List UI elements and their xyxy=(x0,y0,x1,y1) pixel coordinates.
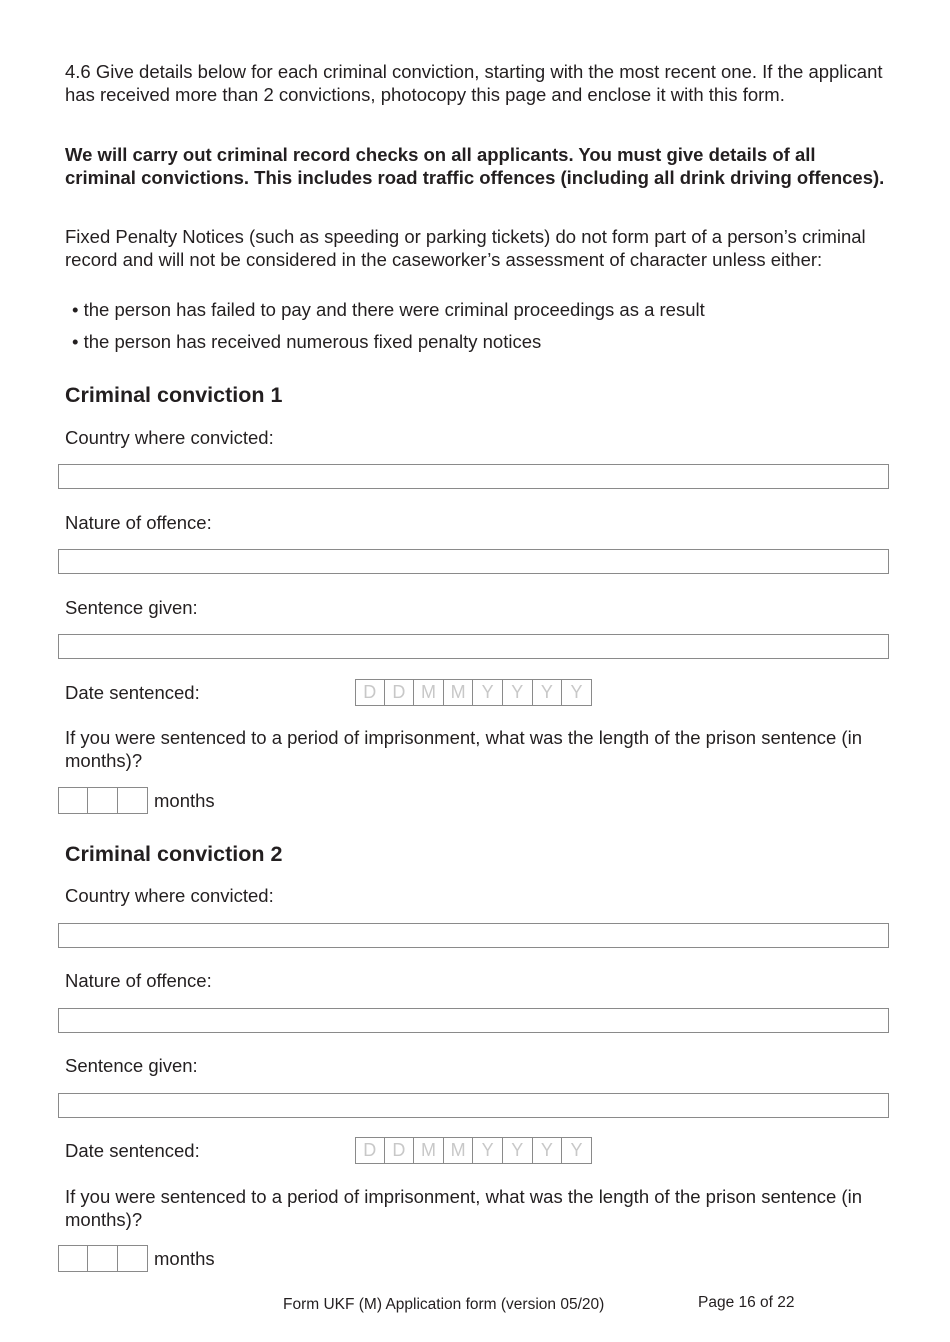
conviction-2-prison-question: If you were sentenced to a period of imprisonment, what was the length of the prison sentence (in months)? xyxy=(65,1186,862,1230)
date-year-cell[interactable]: Y xyxy=(473,1137,503,1164)
date-year-cell[interactable]: Y xyxy=(562,1137,592,1164)
conviction-2-heading: Criminal conviction 2 xyxy=(65,842,283,866)
months-digit-cell[interactable] xyxy=(118,787,148,814)
conviction-2-offence-input[interactable] xyxy=(58,1008,889,1033)
conviction-1-country-input[interactable] xyxy=(58,464,889,489)
conviction-2-country-input[interactable] xyxy=(58,923,889,948)
date-year-cell[interactable]: Y xyxy=(503,1137,533,1164)
date-day-cell[interactable]: D xyxy=(355,1137,385,1164)
conviction-2-date-input[interactable] xyxy=(355,1137,592,1164)
conviction-1-prison-question: If you were sentenced to a period of imprisonment, what was the length of the prison sentence (in months)? xyxy=(65,727,862,771)
footer-form-name: Form UKF (M) Application form (version 05/20) xyxy=(283,1296,605,1313)
criminal-record-notice: We will carry out criminal record checks on all applicants. You must give details of all criminal convictions. This includes road traffic offences (including all drink driving offences). xyxy=(65,144,885,188)
footer-page-number: Page 16 of 22 xyxy=(698,1294,795,1311)
conviction-1-date-label: Date sentenced: xyxy=(65,682,200,703)
conviction-2-sentence-input[interactable] xyxy=(58,1093,889,1118)
conviction-2-months-input[interactable] xyxy=(58,1245,148,1272)
months-digit-cell[interactable] xyxy=(118,1245,148,1272)
conviction-1-date-input[interactable] xyxy=(355,679,592,706)
date-month-cell[interactable]: M xyxy=(414,679,444,706)
conviction-2-months-label: months xyxy=(154,1248,215,1269)
months-digit-cell[interactable] xyxy=(58,787,88,814)
conviction-1-offence-label: Nature of offence: xyxy=(65,512,212,533)
date-month-cell[interactable]: M xyxy=(414,1137,444,1164)
fixed-penalty-paragraph: Fixed Penalty Notices (such as speeding or parking tickets) do not form part of a person’s criminal record and will not be considered in the caseworker’s assessment of character unless either: xyxy=(65,226,866,270)
conviction-2-date-label: Date sentenced: xyxy=(65,1140,200,1161)
date-year-cell[interactable]: Y xyxy=(562,679,592,706)
date-year-cell[interactable]: Y xyxy=(503,679,533,706)
bullet-failed-to-pay: • the person has failed to pay and there were criminal proceedings as a result xyxy=(72,299,705,320)
date-day-cell[interactable]: D xyxy=(355,679,385,706)
conviction-2-offence-label: Nature of offence: xyxy=(65,970,212,991)
instruction-paragraph: 4.6 Give details below for each criminal conviction, starting with the most recent one. If the applicant has received more than 2 convictions, photocopy this page and enclose it with this form. xyxy=(65,61,883,105)
conviction-2-country-label: Country where convicted: xyxy=(65,885,274,906)
conviction-1-sentence-label: Sentence given: xyxy=(65,597,198,618)
conviction-1-months-input[interactable] xyxy=(58,787,148,814)
months-digit-cell[interactable] xyxy=(88,1245,118,1272)
bullet-numerous-notices: • the person has received numerous fixed penalty notices xyxy=(72,331,542,352)
conviction-1-sentence-input[interactable] xyxy=(58,634,889,659)
date-month-cell[interactable]: M xyxy=(444,1137,474,1164)
date-year-cell[interactable]: Y xyxy=(473,679,503,706)
date-month-cell[interactable]: M xyxy=(444,679,474,706)
date-year-cell[interactable]: Y xyxy=(533,1137,563,1164)
months-digit-cell[interactable] xyxy=(88,787,118,814)
conviction-1-months-label: months xyxy=(154,790,215,811)
date-day-cell[interactable]: D xyxy=(385,679,415,706)
conviction-1-offence-input[interactable] xyxy=(58,549,889,574)
months-digit-cell[interactable] xyxy=(58,1245,88,1272)
date-year-cell[interactable]: Y xyxy=(533,679,563,706)
conviction-1-country-label: Country where convicted: xyxy=(65,427,274,448)
conviction-2-sentence-label: Sentence given: xyxy=(65,1055,198,1076)
date-day-cell[interactable]: D xyxy=(385,1137,415,1164)
conviction-1-heading: Criminal conviction 1 xyxy=(65,383,283,407)
